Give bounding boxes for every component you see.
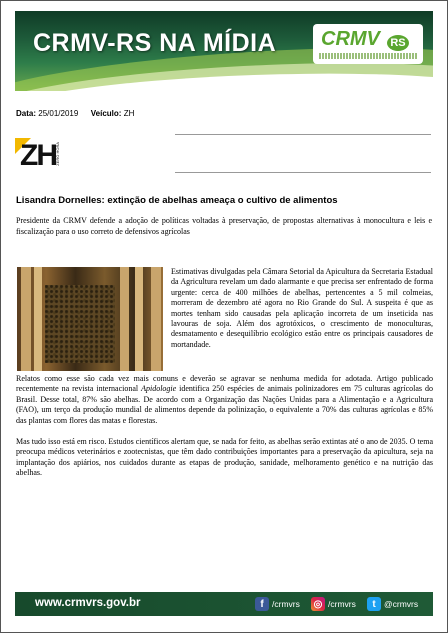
website-link[interactable]: www.crmvrs.gov.br [35, 597, 141, 609]
vehicle-label: Veículo: [90, 109, 122, 118]
article-paragraph-2 [16, 374, 433, 426]
vehicle-value: ZH [123, 109, 135, 118]
divider [175, 172, 431, 173]
journal-name: Apidologie [141, 384, 177, 394]
instagram-link[interactable] [311, 596, 356, 612]
zh-logo-vertical: ZERO HORA [55, 142, 60, 166]
instagram-handle: /crmvrs [328, 599, 356, 609]
logo-subtitle-lines [319, 53, 417, 59]
logo-text: CRMV [321, 28, 380, 50]
article-paragraph-1: Estimativas divulgadas pela Câmara Setorial da Apicultura da Secretaria Estadual da Agricultura revelam um dado alarmante e que precisa ser enfrentado de forma urgente: cerca de 400 milhões de abelhas, pertencentes a 5 mil colmeias, morreram de dezembro até agora no Rio Grande do Sul. A suspeita é que as mortes tenham sido causadas pela aplicação incorreta de um inseticida nas lavouras de soja. Além dos agrotóxicos, o crescimento de monoculturas, desmatamento e desequilíbrio ecológico estão entre os principais causadores de mortandade. [171, 267, 433, 349]
paragraph-2-part-b: identifica 250 espécies de animais polinizadores em 75 culturas agrícolas do Brasil. Desse total, 87% são abelhas. De acordo com a Organização das Nações Unidas para a Alimentação e a Agricultura (FAO), um terço da produção mundial de alimentos depende da polinização, o equivalente a 70% das culturas agrícolas e 85% das plantas com flores das matas e florestas. [16, 384, 433, 425]
page-title: CRMV-RS NA MÍDIA [33, 29, 277, 57]
article-subhead: Presidente da CRMV defende a adoção de políticas voltadas à preservação, de propostas alternativas à monocultura e leis e fiscalização para o uso correto de defensivos agrícolas [16, 216, 432, 236]
date-label: Data: [16, 109, 37, 118]
crmv-logo [313, 24, 423, 64]
article-headline: Lisandra Dornelles: extinção de abelhas ameaça o cultivo de alimentos [16, 195, 338, 206]
instagram-icon: ◎ [311, 597, 325, 611]
twitter-link[interactable] [367, 596, 418, 612]
facebook-link[interactable] [255, 596, 300, 612]
footer-bar [15, 592, 433, 616]
facebook-icon: f [255, 597, 269, 611]
article-paragraph-3: Mas tudo isso está em risco. Estudos científicos alertam que, se nada for feito, as abelhas serão extintas até o ano de 2035. O tema preocupa médicos veterinários e zootecnistas, que têm dado contribuições importantes para a preservação da apicultura, seja na implantação dos apiários, nos cuidados durante as etapas de produção, sanidade, melhoramento genético e na nutrição das abelhas. [16, 437, 433, 478]
meta-line [16, 109, 134, 118]
divider [175, 134, 431, 135]
twitter-icon: t [367, 597, 381, 611]
facebook-handle: /crmvrs [272, 599, 300, 609]
zh-logo-letters: ZH [20, 139, 56, 172]
zh-logo [15, 138, 61, 174]
twitter-handle: @crmvrs [384, 599, 419, 609]
date-value: 25/01/2019 [38, 109, 79, 118]
beehive-photo [17, 267, 163, 371]
paragraph-2-part-a: Relatos como esse são cada vez mais comuns e deverão se agravar se nenhuma medida for adotada. Artigo publicado recentemente na revista internacional [16, 374, 433, 394]
header-banner [15, 11, 433, 91]
logo-suffix: RS [387, 35, 409, 51]
